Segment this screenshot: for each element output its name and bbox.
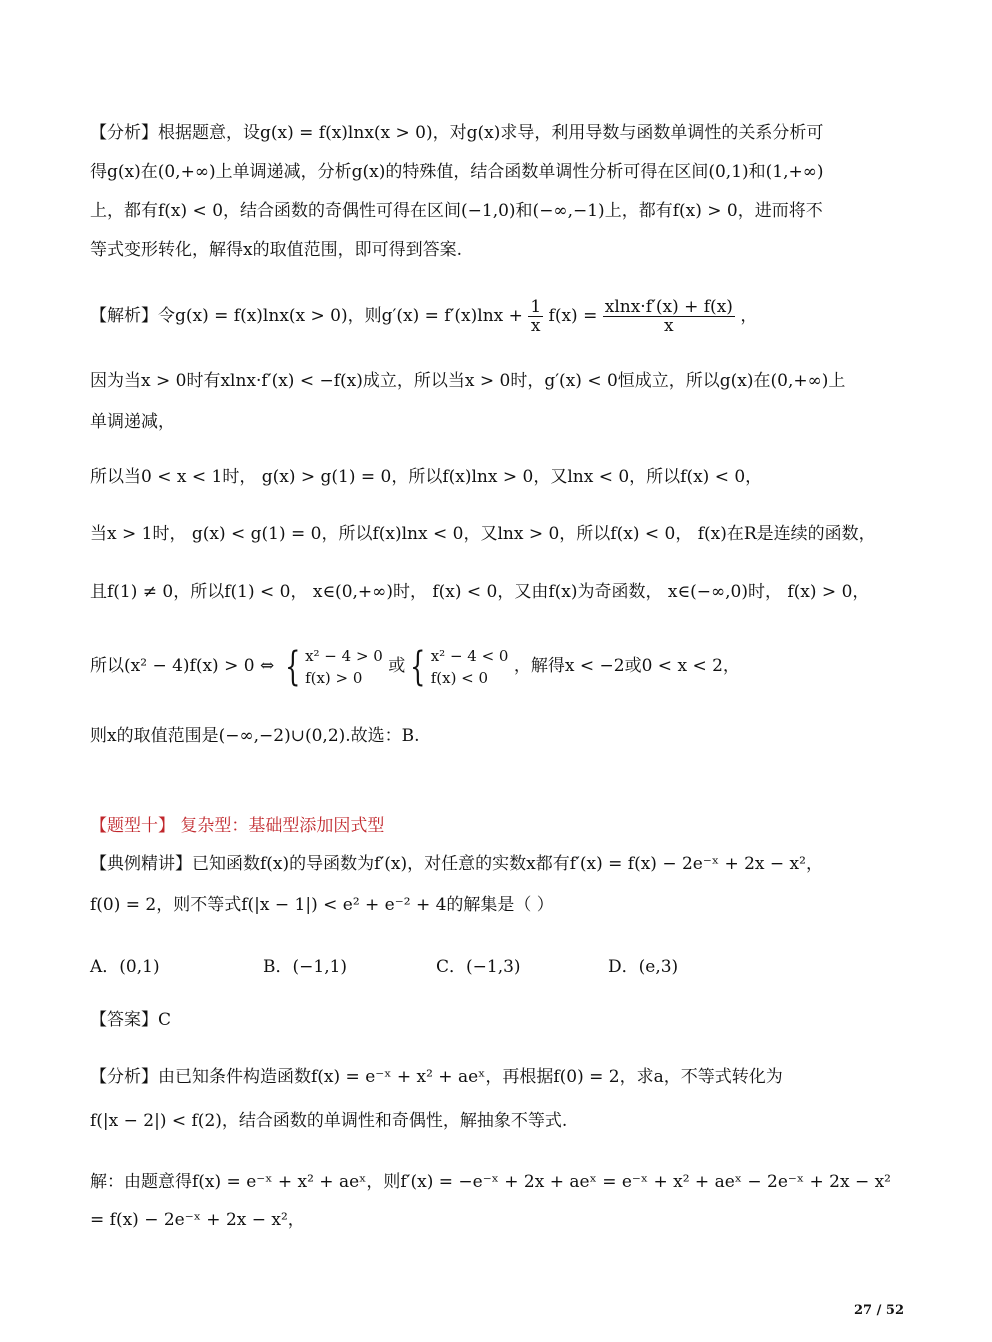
- choice-b-label: B．: [263, 957, 293, 977]
- choice-a-label: A．: [90, 957, 120, 977]
- question-type-heading: 【题型十】 复杂型：基础型添加因式型: [90, 816, 385, 836]
- left-brace-2: {: [410, 643, 426, 690]
- solution1-line5: 当x > 1时， g(x) < g(1) = 0，所以f(x)lnx < 0，又lnx > 0，所以f(x) < 0， f(x)在R是连续的函数，: [90, 524, 876, 544]
- fraction-1-over-x: [528, 298, 543, 335]
- solution1-line6: 且f(1) ≠ 0，所以f(1) < 0， x∈(0,+∞)时， f(x) < 0，又由f(x)为奇函数， x∈(−∞,0)时， f(x) > 0，: [90, 582, 870, 602]
- solution1-line3: 单调递减，: [90, 412, 175, 432]
- example-line2: f(0) = 2，则不等式f(|x − 1|) < e² + e⁻² + 4的解集是（ ）: [90, 895, 554, 915]
- choice-a: [90, 952, 160, 977]
- choice-c-value: (−1,3): [466, 957, 521, 977]
- solution1-line4: 所以当0 < x < 1时， g(x) > g(1) = 0，所以f(x)lnx > 0，又lnx < 0，所以f(x) < 0，: [90, 467, 763, 487]
- or-text: 或: [388, 656, 406, 676]
- page-number: 27 / 52: [854, 1303, 904, 1318]
- answer-line: 【答案】C: [90, 1010, 172, 1030]
- fraction2-numerator: xlnx·f′(x) + f(x): [604, 297, 733, 317]
- solution1-line1-mid: f(x) =: [548, 306, 598, 326]
- choice-a-value: (0,1): [119, 957, 160, 977]
- solution1-line1-pre: 【解析】令g(x) = f(x)lnx(x > 0)，则g′(x) = f′(x)lnx +: [90, 306, 523, 326]
- system-2: [431, 645, 509, 689]
- analysis2-line1: 【分析】由已知条件构造函数f(x) = e⁻ˣ + x² + aeˣ，再根据f(0) = 2，求a，不等式转化为: [90, 1067, 783, 1087]
- fraction-derivative: [603, 298, 735, 335]
- analysis1-line2: 得g(x)在(0,+∞)上单调递减，分析g(x)的特殊值，结合函数单调性分析可得在区间(0,1)和(1,+∞): [90, 162, 824, 182]
- choice-b: [263, 952, 347, 977]
- solution1-line1-post: ，: [740, 306, 758, 326]
- system1-eq2: f(x) > 0: [305, 668, 363, 687]
- analysis1-line4: 等式变形转化，解得x的取值范围，即可得到答案.: [90, 240, 462, 260]
- system2-eq1: x² − 4 < 0: [430, 646, 509, 665]
- system-1: [305, 645, 383, 689]
- solution1-line7-post: ，解得x < −2或0 < x < 2，: [513, 656, 740, 676]
- choice-d-value: (e,3): [638, 957, 679, 977]
- choice-c-label: C．: [436, 957, 467, 977]
- fraction1-denominator: x: [530, 316, 541, 336]
- solution2-line2: = f(x) − 2e⁻ˣ + 2x − x²，: [90, 1210, 305, 1230]
- choice-d: [608, 952, 678, 977]
- choice-b-value: (−1,1): [292, 957, 348, 977]
- example-line1: 【典例精讲】已知函数f(x)的导函数为f′(x)，对任意的实数x都有f′(x) = f(x) − 2e⁻ˣ + 2x − x²，: [90, 854, 823, 874]
- choice-c: [436, 952, 521, 977]
- solution1-line2: 因为当x > 0时有xlnx·f′(x) < −f(x)成立，所以当x > 0时，g′(x) < 0恒成立，所以g(x)在(0,+∞)上: [90, 371, 846, 391]
- left-brace-1: {: [284, 643, 300, 690]
- solution1-line8: 则x的取值范围是(−∞,−2)∪(0,2).故选：B.: [90, 726, 420, 746]
- solution1-line1: [90, 296, 757, 336]
- fraction2-denominator: x: [664, 316, 674, 336]
- analysis2-line2: f(|x − 2|) < f(2)，结合函数的单调性和奇偶性，解抽象不等式.: [90, 1111, 568, 1131]
- solution1-line7-pre: 所以(x² − 4)f(x) > 0 ⇔: [90, 656, 275, 676]
- choice-d-label: D．: [608, 957, 639, 977]
- analysis1-line3: 上，都有f(x) < 0，结合函数的奇偶性可得在区间(−1,0)和(−∞,−1)上，都有f(x) > 0，进而将不: [90, 201, 823, 221]
- system2-eq2: f(x) < 0: [430, 668, 489, 687]
- solution1-line7: [90, 641, 740, 691]
- system1-eq1: x² − 4 > 0: [305, 646, 383, 665]
- fraction1-numerator: 1: [530, 297, 542, 317]
- analysis1-line1: 【分析】根据题意，设g(x) = f(x)lnx(x > 0)，对g(x)求导，利用导数与函数单调性的关系分析可: [90, 123, 824, 143]
- solution2-line1: 解：由题意得f(x) = e⁻ˣ + x² + aeˣ，则f′(x) = −e⁻ˣ + 2x + aeˣ = e⁻ˣ + x² + aeˣ − 2e⁻ˣ + 2x − x²: [90, 1172, 892, 1192]
